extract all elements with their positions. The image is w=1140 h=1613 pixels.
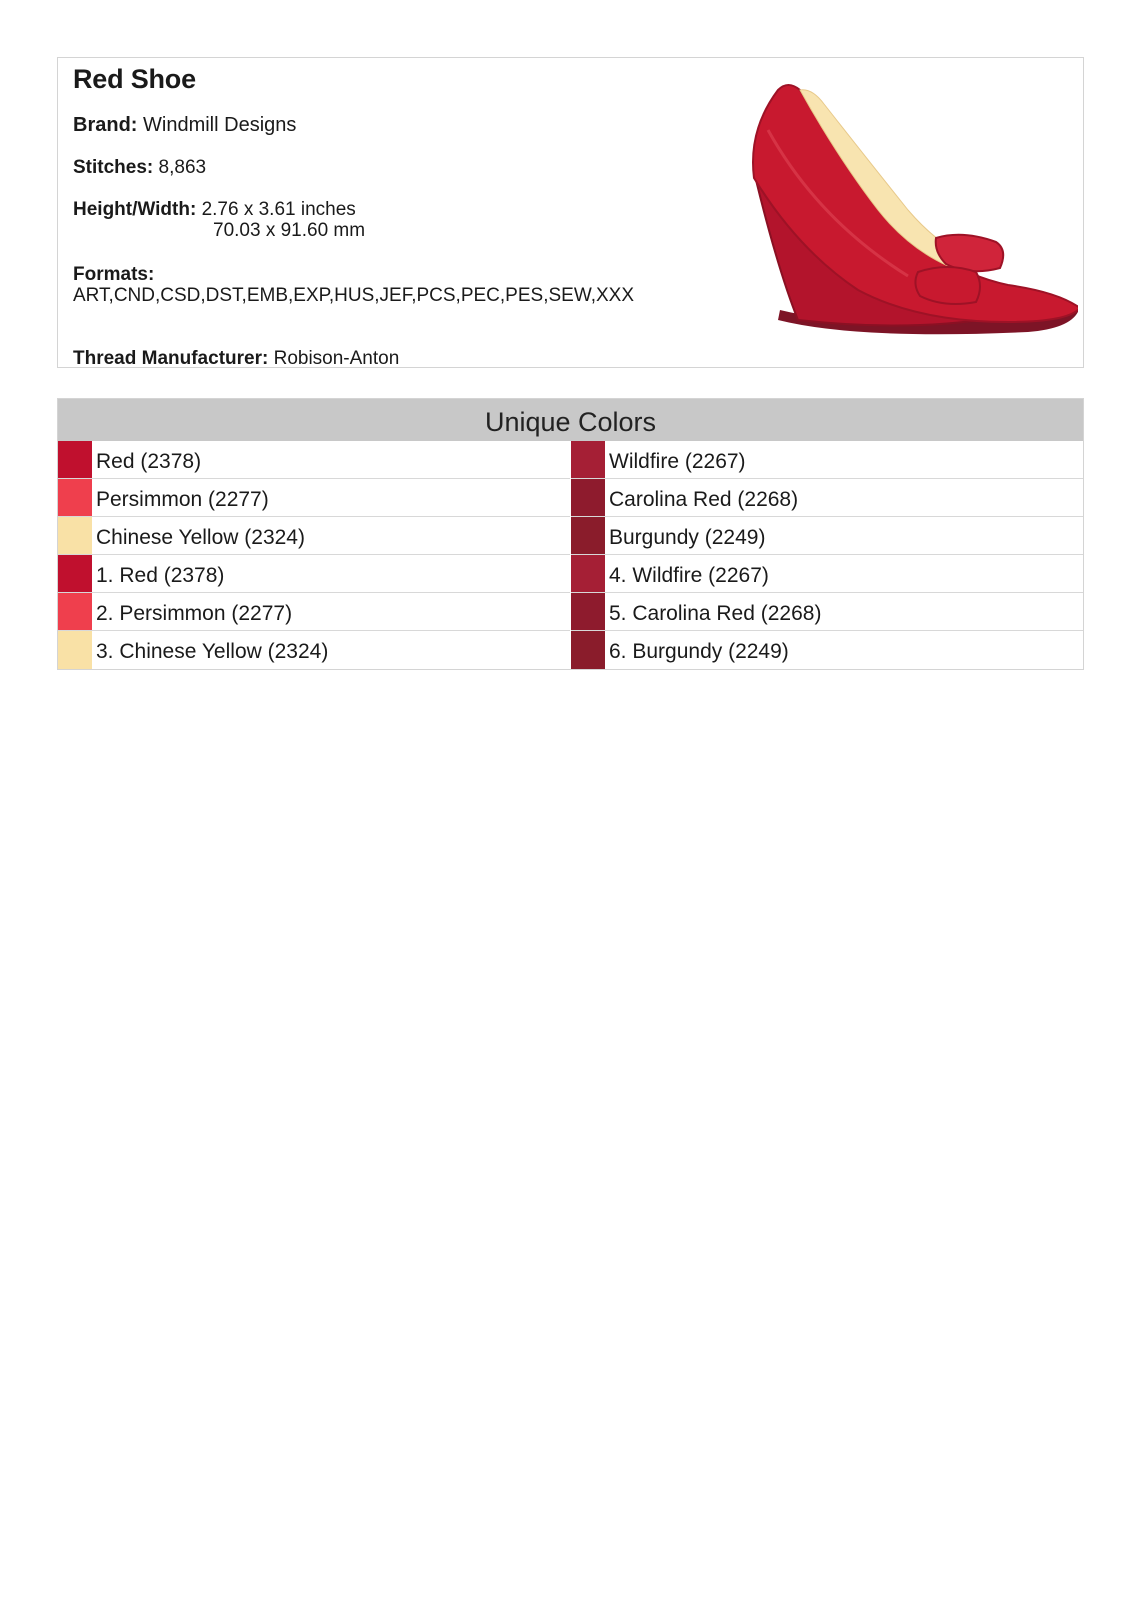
stitches-label: Stitches:: [73, 157, 154, 178]
color-row: [571, 441, 1083, 479]
color-name: Red (2378): [96, 449, 202, 473]
brand-value: Windmill Designs: [143, 114, 297, 136]
colors-column-left: [58, 441, 570, 669]
brand-label: Brand:: [73, 114, 138, 136]
color-name: Burgundy (2249): [609, 525, 766, 549]
thread-manufacturer-value: Robison-Anton: [273, 348, 400, 369]
color-swatch: [571, 479, 605, 516]
color-row: [58, 593, 570, 631]
color-swatch: [58, 479, 92, 516]
color-name: 1. Red (2378): [96, 563, 225, 587]
stitches-value: 8,863: [158, 157, 207, 178]
thread-manufacturer-field: [73, 348, 399, 369]
color-swatch: [58, 555, 92, 592]
color-name: 5. Carolina Red (2268): [609, 601, 822, 625]
design-title: Red Shoe: [73, 64, 196, 94]
color-row: [571, 631, 1083, 669]
color-name: Carolina Red (2268): [609, 487, 799, 511]
color-swatch: [58, 441, 92, 478]
red-wedge-shoe-illustration: [708, 70, 1078, 360]
color-name: 3. Chinese Yellow (2324): [96, 640, 329, 663]
unique-colors-table: [57, 398, 1084, 670]
shoe-bow-bottom: [915, 267, 980, 304]
color-row: [58, 479, 570, 517]
formats-label: Formats:: [73, 264, 155, 285]
color-row: [571, 479, 1083, 517]
color-swatch: [571, 631, 605, 669]
color-name: 4. Wildfire (2267): [609, 563, 769, 587]
colors-column-right: [570, 441, 1083, 669]
color-swatch: [571, 593, 605, 630]
unique-colors-header: Unique Colors: [58, 399, 1083, 441]
color-name: Persimmon (2277): [96, 487, 269, 511]
color-swatch: [571, 517, 605, 554]
color-swatch: [571, 555, 605, 592]
color-row: [58, 555, 570, 593]
height-width-inches: 2.76 x 3.61 inches: [201, 199, 356, 220]
color-name: 2. Persimmon (2277): [96, 601, 293, 625]
height-width-field: [73, 199, 356, 220]
colors-grid: [58, 441, 1083, 669]
color-name: 6. Burgundy (2249): [609, 640, 789, 663]
height-width-label: Height/Width:: [73, 199, 197, 220]
color-row: [571, 593, 1083, 631]
formats-value: ART,CND,CSD,DST,EMB,EXP,HUS,JEF,PCS,PEC,PES,SEW,XXX: [73, 285, 635, 306]
design-info-panel: [57, 57, 1084, 368]
color-swatch: [58, 517, 92, 554]
color-row: [58, 517, 570, 555]
thread-manufacturer-label: Thread Manufacturer:: [73, 348, 269, 369]
stitches-field: [73, 157, 206, 178]
color-row: [571, 517, 1083, 555]
color-name: Chinese Yellow (2324): [96, 525, 305, 549]
color-row: [571, 555, 1083, 593]
brand-field: [73, 115, 296, 136]
color-name: Wildfire (2267): [609, 449, 746, 473]
color-swatch: [571, 441, 605, 478]
color-swatch: [58, 631, 92, 669]
color-row: [58, 631, 570, 669]
color-row: [58, 441, 570, 479]
height-width-mm: 70.03 x 91.60 mm: [213, 220, 366, 241]
color-swatch: [58, 593, 92, 630]
